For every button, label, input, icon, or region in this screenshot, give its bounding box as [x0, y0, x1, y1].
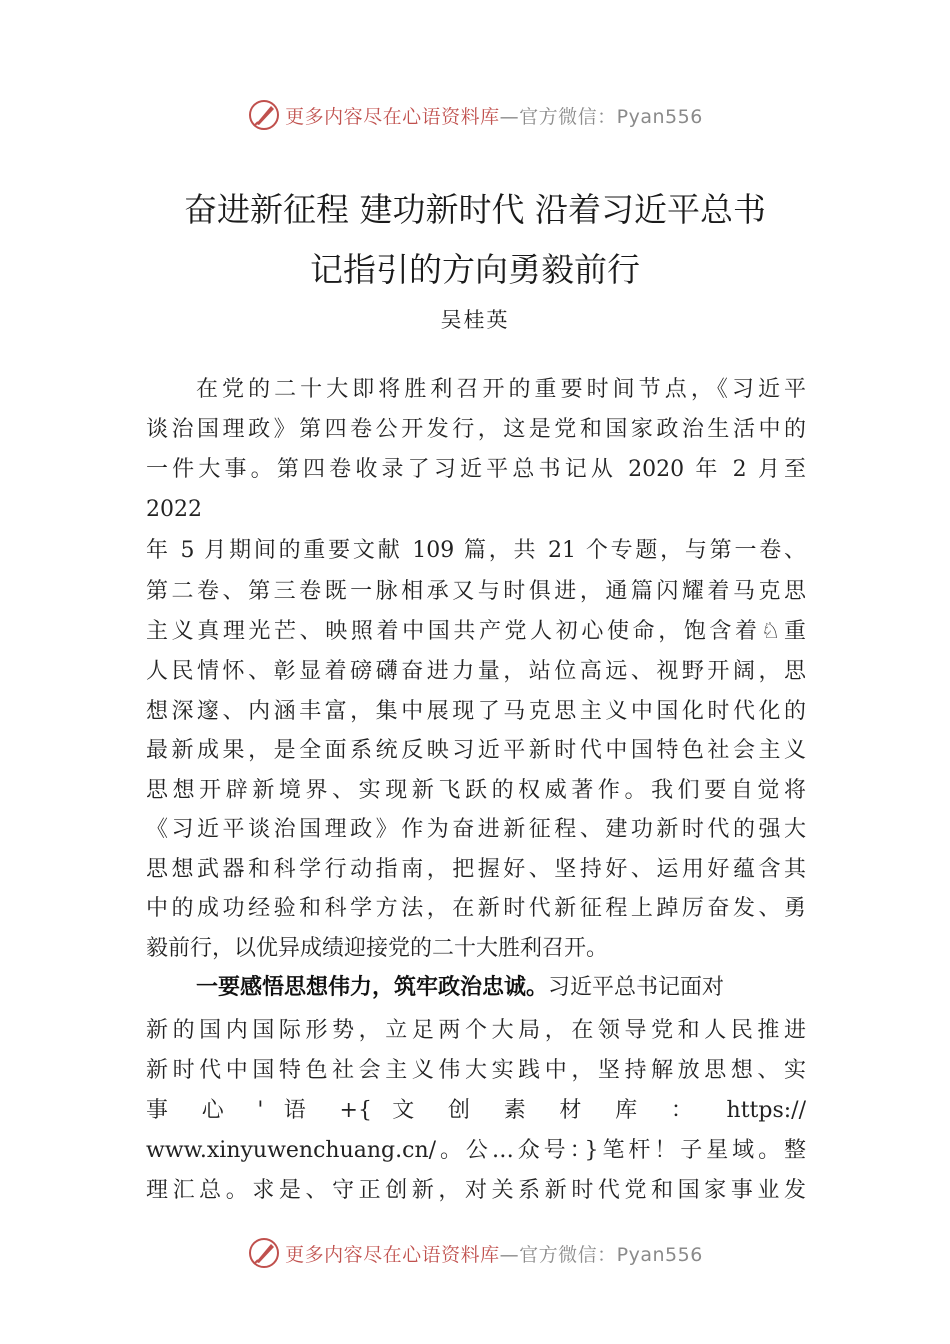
body-line: 新时代中国特色社会主义伟大实践中，坚持解放思想、实 [146, 1058, 806, 1083]
banner-brand-text: 更多内容尽在心语资料库 [285, 105, 500, 128]
body-line: 中的成功经验和科学方法，在新时代新征程上踔厉奋发、勇 [146, 896, 806, 921]
body-line: 第二卷、第三卷既一脉相承又与时俱进，通篇闪耀着马克思 [146, 579, 806, 604]
body-line: 2022 [146, 497, 202, 522]
body-line: 事 心 ' 语 +{ 文 创 素 材 库 ： https:// [146, 1098, 806, 1123]
body-line: 在党的二十大即将胜利召开的重要时间节点，《习近平 [196, 377, 806, 402]
banner-brand-text: 更多内容尽在心语资料库 [285, 1243, 500, 1266]
body-line: www.xinyuwenchuang.cn/。公…众号：}笔杆！子星域。整 [146, 1138, 806, 1163]
body-line: 想深邃、内涵丰富，集中展现了马克思主义中国化时代化的 [146, 699, 806, 724]
body-line: 《习近平谈治国理政》作为奋进新征程、建功新时代的强大 [146, 817, 806, 842]
section-heading-bold: 一要感悟思想伟力，筑牢政治忠诚。 [196, 975, 549, 1000]
quill-logo-icon [247, 1236, 281, 1270]
body-line: 最新成果，是全面系统反映习近平新时代中国特色社会主义 [146, 738, 806, 763]
body-line: 主义真理光芒、映照着中国共产党人初心使命，饱含着♘重 [146, 619, 806, 644]
body-line: 思想开辟新境界、实现新飞跃的权威著作。我们要自觉将 [146, 778, 806, 803]
body-line: 新的国内国际形势，立足两个大局，在领导党和人民推进 [146, 1018, 806, 1043]
body-line: 人民情怀、彰显着磅礴奋进力量，站位高远、视野开阔，思 [146, 659, 806, 684]
body-line: 年 5 月期间的重要文献 109 篇，共 21 个专题，与第一卷、 [146, 538, 806, 563]
banner-wechat-text: —官方微信：Pyan556 [499, 1243, 703, 1266]
body-line: 思想武器和科学行动指南，把握好、坚持好、运用好蕴含其 [146, 857, 806, 882]
document-author: 吴桂英 [440, 308, 510, 332]
section-heading-line [196, 968, 806, 1008]
body-line: 毅前行，以优异成绩迎接党的二十大胜利召开。 [146, 936, 609, 961]
body-line: 理汇总。求是、守正创新，对关系新时代党和国家事业发 [146, 1178, 806, 1203]
footer-banner [0, 1233, 950, 1273]
body-line: 谈治国理政》第四卷公开发行，这是党和国家政治生活中的 [146, 417, 806, 442]
section-heading-rest: 习近平总书记面对 [548, 975, 725, 1000]
document-title-line-2: 记指引的方向勇毅前行 [310, 250, 640, 289]
quill-logo-icon [247, 98, 281, 132]
header-banner [0, 95, 950, 135]
body-line: 一件大事。第四卷收录了习近平总书记从 2020 年 2 月至 [146, 457, 806, 482]
banner-wechat-text: —官方微信：Pyan556 [499, 105, 703, 128]
document-title-line-1: 奋进新征程 建功新时代 沿着习近平总书 [184, 190, 766, 229]
